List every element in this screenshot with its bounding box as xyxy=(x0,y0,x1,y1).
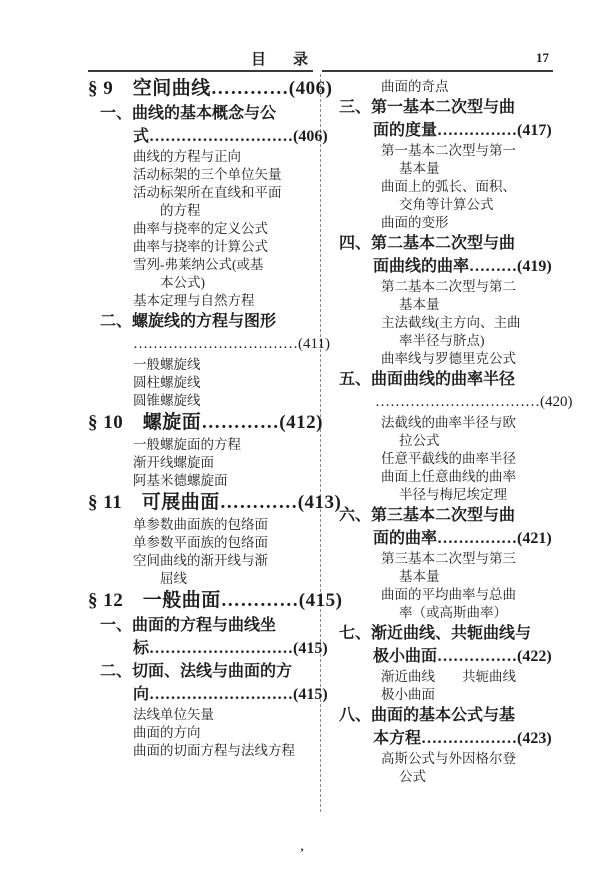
toc-line: 任意平截线的曲率半径 xyxy=(381,451,516,466)
toc-line: 向………………………(415) xyxy=(133,686,328,703)
toc-line: 基本量 xyxy=(399,297,440,312)
toc-line: 四、第二基本二次型与曲 xyxy=(339,235,516,252)
toc-line: 圆柱螺旋线 xyxy=(133,375,201,390)
toc-line: 本方程………………(423) xyxy=(373,730,552,747)
toc-line: 曲面上任意曲线的曲率 xyxy=(381,469,516,484)
toc-line: 渐近曲线 共轭曲线 xyxy=(381,669,516,684)
toc-line: 曲线的方程与正向 xyxy=(133,149,241,164)
toc-line: 的方程 xyxy=(160,203,201,218)
toc-line: 二、切面、法线与曲面的方 xyxy=(100,663,293,680)
toc-line: 半径与梅尼埃定理 xyxy=(399,487,507,502)
toc-column-left xyxy=(88,76,343,760)
toc-line: 曲面的切面方程与法线方程 xyxy=(133,743,295,758)
toc-line: 六、第三基本二次型与曲 xyxy=(339,507,516,524)
toc-line: ……………………………(420) xyxy=(375,394,573,410)
toc-line: 本公式) xyxy=(160,275,205,290)
toc-line: 曲面上的弧长、面积、 xyxy=(381,179,516,194)
toc-line: 面曲线的曲率………(419) xyxy=(373,258,552,275)
header-rule-right xyxy=(322,70,553,72)
toc-line: 基本量 xyxy=(399,161,440,176)
toc-line: 基本量 xyxy=(399,569,440,584)
toc-column-right xyxy=(335,78,573,786)
toc-line: 交角等计算公式 xyxy=(399,197,494,212)
toc-line: 高斯公式与外因格尔登 xyxy=(381,751,516,766)
toc-line: 一、曲面的方程与曲线坐 xyxy=(100,617,277,634)
toc-line: 面的度量……………(417) xyxy=(373,122,552,139)
toc-line: 第三基本二次型与第三 xyxy=(381,551,516,566)
toc-line: 第一基本二次型与第一 xyxy=(381,143,516,158)
toc-line: 一般螺旋线 xyxy=(133,357,201,372)
toc-line: 三、第一基本二次型与曲 xyxy=(339,99,516,116)
toc-line: 曲率与挠率的计算公式 xyxy=(133,239,268,254)
toc-line: 八、曲面的基本公式与基 xyxy=(339,707,516,724)
toc-line: 圆锥螺旋线 xyxy=(133,393,201,408)
toc-line: 曲面的奇点 xyxy=(381,79,449,94)
toc-line: 第二基本二次型与第二 xyxy=(381,279,516,294)
toc-line: 一、曲线的基本概念与公 xyxy=(100,105,277,122)
toc-line: 式………………………(406) xyxy=(133,128,328,145)
toc-line: 单参数曲面族的包络面 xyxy=(133,517,268,532)
toc-line: 法截线的曲率半径与欧 xyxy=(381,415,516,430)
toc-line: 雪列-弗莱纳公式(或基 xyxy=(133,257,264,272)
toc-line: 阿基米德螺旋面 xyxy=(133,473,228,488)
toc-line: 标………………………(415) xyxy=(133,640,328,657)
header-rule-left xyxy=(88,70,313,72)
toc-line: § 10 螺旋面…………(412) xyxy=(88,412,323,433)
toc-line: 率半径与脐点) xyxy=(399,333,485,348)
toc-line: 二、螺旋线的方程与图形 xyxy=(100,313,277,330)
toc-line: ……………………………(411) xyxy=(133,336,330,352)
footer-mark: ’ xyxy=(300,845,304,859)
toc-line: § 12 一般曲面…………(415) xyxy=(88,590,343,611)
toc-line: 一般螺旋面的方程 xyxy=(133,437,241,452)
toc-line: 基本定理与自然方程 xyxy=(133,293,255,308)
toc-line: 极小曲面 xyxy=(381,687,435,702)
toc-line: 曲面的平均曲率与总曲 xyxy=(381,587,516,602)
toc-line: § 11 可展曲面…………(413) xyxy=(88,492,342,513)
toc-line: 活动标架所在直线和平面 xyxy=(133,185,282,200)
toc-line: 活动标架的三个单位矢量 xyxy=(133,167,282,182)
toc-line: 五、曲面曲线的曲率半径 xyxy=(339,371,516,388)
toc-line: 单参数平面族的包络面 xyxy=(133,535,268,550)
toc-line: 公式 xyxy=(399,769,426,784)
toc-line: 渐开线螺旋面 xyxy=(133,455,214,470)
toc-line: 曲面的变形 xyxy=(381,215,449,230)
toc-line: 主法截线(主方向、主曲 xyxy=(381,315,521,330)
page-header-title: 目 录 xyxy=(250,52,314,68)
toc-line: 空间曲线的渐开线与渐 xyxy=(133,553,268,568)
toc-line: 曲率线与罗德里克公式 xyxy=(381,351,516,366)
toc-line: 面的曲率……………(421) xyxy=(373,530,552,547)
page-number: 17 xyxy=(536,50,549,65)
toc-line: 曲率与挠率的定义公式 xyxy=(133,221,268,236)
toc-line: 法线单位矢量 xyxy=(133,707,214,722)
toc-line: § 9 空间曲线…………(406) xyxy=(88,78,333,99)
toc-line: 屈线 xyxy=(160,571,187,586)
toc-line: 极小曲面……………(422) xyxy=(373,648,552,665)
toc-line: 曲面的方向 xyxy=(133,725,201,740)
toc-line: 率（或高斯曲率） xyxy=(399,605,507,620)
toc-line: 七、渐近曲线、共轭曲线与 xyxy=(339,625,532,642)
toc-line: 拉公式 xyxy=(399,433,440,448)
